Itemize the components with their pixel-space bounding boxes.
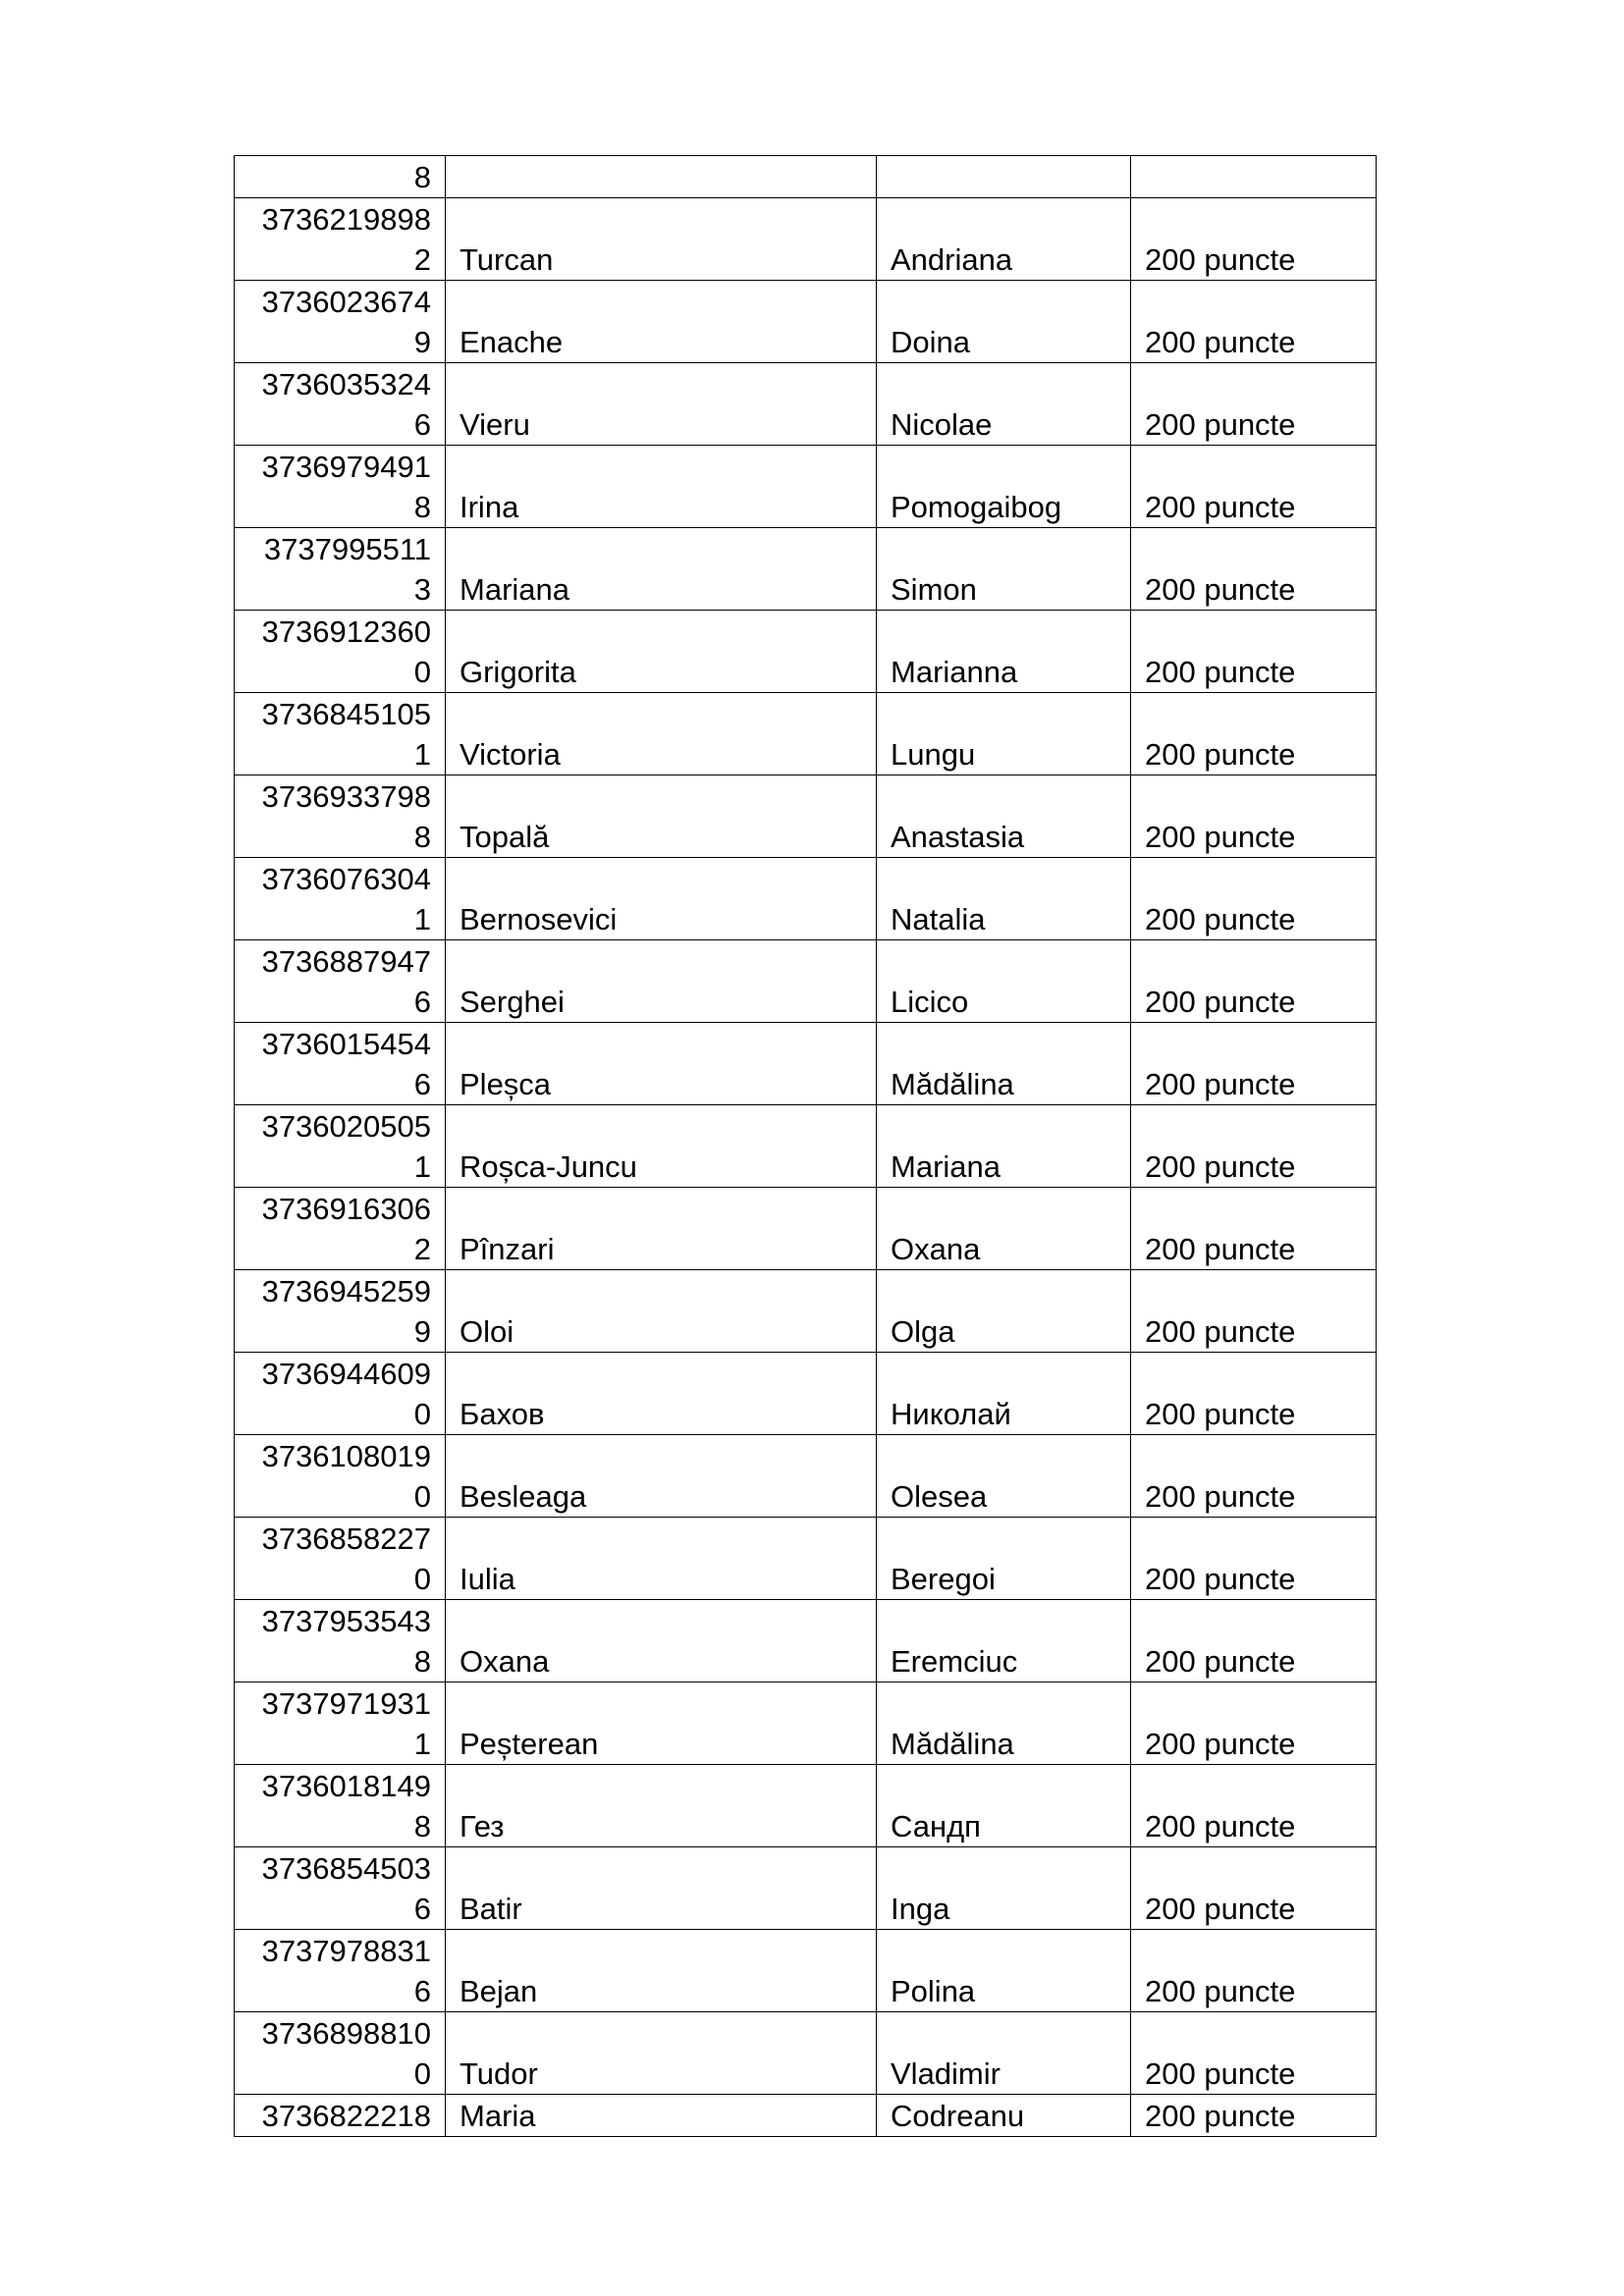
first-name-cell: Сандп xyxy=(877,1765,1131,1847)
points-cell: 200 puncte xyxy=(1131,1270,1377,1353)
winners-table xyxy=(234,155,1377,2137)
last-name-cell: Vieru xyxy=(446,363,877,446)
last-name-cell: Victoria xyxy=(446,693,877,775)
phone-cell xyxy=(235,1847,446,1930)
table-row xyxy=(235,611,1377,693)
phone-cell xyxy=(235,1682,446,1765)
phone-number-part: 3736015454 xyxy=(261,1027,431,1061)
phone-number-part: 3736020505 xyxy=(261,1109,431,1144)
phone-number-part: 3736979491 xyxy=(261,450,431,484)
phone-cell xyxy=(235,446,446,528)
points-cell: 200 puncte xyxy=(1131,1188,1377,1270)
last-name-cell: Гез xyxy=(446,1765,877,1847)
phone-number-part: 3737978831 xyxy=(261,1934,431,1968)
phone-number-part: 0 xyxy=(413,2056,431,2091)
points-cell: 200 puncte xyxy=(1131,1600,1377,1682)
last-name-cell: Batir xyxy=(446,1847,877,1930)
last-name-cell: Pînzari xyxy=(446,1188,877,1270)
table-row xyxy=(235,1600,1377,1682)
phone-number-part: 6 xyxy=(413,1892,431,1926)
phone-number-part: 8 xyxy=(413,1644,431,1679)
last-name-cell: Roșca-Juncu xyxy=(446,1105,877,1188)
points-cell: 200 puncte xyxy=(1131,281,1377,363)
phone-cell xyxy=(235,1435,446,1518)
points-cell: 200 puncte xyxy=(1131,1682,1377,1765)
table-row xyxy=(235,1930,1377,2012)
last-name-cell: Maria xyxy=(446,2095,877,2137)
first-name-cell: Eremciuc xyxy=(877,1600,1131,1682)
points-cell: 200 puncte xyxy=(1131,693,1377,775)
phone-number-part: 8 xyxy=(413,160,431,194)
phone-number-part: 3737995511 xyxy=(263,532,431,566)
last-name-cell: Bernosevici xyxy=(446,858,877,940)
last-name-cell: Bejan xyxy=(446,1930,877,2012)
phone-number-part: 1 xyxy=(413,737,431,772)
first-name-cell: Licico xyxy=(877,940,1131,1023)
points-cell: 200 puncte xyxy=(1131,858,1377,940)
first-name-cell: Pomogaibog xyxy=(877,446,1131,528)
points-cell: 200 puncte xyxy=(1131,1765,1377,1847)
phone-number-part: 2 xyxy=(413,1232,431,1266)
table-row xyxy=(235,940,1377,1023)
phone-number-part: 0 xyxy=(413,1479,431,1514)
table-row xyxy=(235,156,1377,198)
phone-cell xyxy=(235,1518,446,1600)
first-name-cell: Mădălina xyxy=(877,1023,1131,1105)
phone-cell xyxy=(235,1765,446,1847)
phone-number-part: 3736035324 xyxy=(261,367,431,401)
phone-number-part: 8 xyxy=(413,490,431,524)
table-row xyxy=(235,198,1377,281)
table-row xyxy=(235,858,1377,940)
phone-number-part: 8 xyxy=(413,1809,431,1843)
phone-number-part: 3736912360 xyxy=(261,614,431,649)
first-name-cell: Николай xyxy=(877,1353,1131,1435)
table-row xyxy=(235,693,1377,775)
points-cell: 200 puncte xyxy=(1131,611,1377,693)
points-cell xyxy=(1131,156,1377,198)
phone-number-part: 3736887947 xyxy=(261,944,431,979)
phone-number-part: 3737971931 xyxy=(261,1686,431,1721)
phone-number-part: 3736858227 xyxy=(261,1522,431,1556)
last-name-cell: Pleșca xyxy=(446,1023,877,1105)
winners-table-body xyxy=(235,156,1377,2137)
table-row xyxy=(235,1270,1377,1353)
phone-cell xyxy=(235,528,446,611)
first-name-cell: Nicolae xyxy=(877,363,1131,446)
table-row xyxy=(235,1023,1377,1105)
points-cell: 200 puncte xyxy=(1131,1105,1377,1188)
phone-number-part: 6 xyxy=(413,1067,431,1101)
phone-number-part: 3736822218 xyxy=(261,2099,431,2133)
phone-cell xyxy=(235,858,446,940)
phone-cell xyxy=(235,2095,446,2137)
first-name-cell: Oxana xyxy=(877,1188,1131,1270)
table-row xyxy=(235,2095,1377,2137)
table-row xyxy=(235,1682,1377,1765)
phone-number-part: 3736108019 xyxy=(261,1439,431,1473)
phone-number-part: 3737953543 xyxy=(261,1604,431,1638)
last-name-cell: Topală xyxy=(446,775,877,858)
points-cell: 200 puncte xyxy=(1131,363,1377,446)
phone-cell xyxy=(235,1188,446,1270)
phone-number-part: 3736076304 xyxy=(261,862,431,896)
phone-number-part: 8 xyxy=(413,820,431,854)
phone-number-part: 3736845105 xyxy=(261,697,431,731)
last-name-cell xyxy=(446,156,877,198)
phone-number-part: 1 xyxy=(413,902,431,936)
last-name-cell: Turcan xyxy=(446,198,877,281)
first-name-cell xyxy=(877,156,1131,198)
table-row xyxy=(235,1847,1377,1930)
phone-cell xyxy=(235,693,446,775)
points-cell: 200 puncte xyxy=(1131,1435,1377,1518)
last-name-cell: Iulia xyxy=(446,1518,877,1600)
phone-cell xyxy=(235,2012,446,2095)
phone-cell xyxy=(235,940,446,1023)
phone-number-part: 3736945259 xyxy=(261,1274,431,1308)
phone-number-part: 1 xyxy=(413,1149,431,1184)
last-name-cell: Oloi xyxy=(446,1270,877,1353)
points-cell: 200 puncte xyxy=(1131,198,1377,281)
first-name-cell: Inga xyxy=(877,1847,1131,1930)
points-cell: 200 puncte xyxy=(1131,1518,1377,1600)
table-row xyxy=(235,1105,1377,1188)
points-cell: 200 puncte xyxy=(1131,2012,1377,2095)
table-row xyxy=(235,1435,1377,1518)
first-name-cell: Simon xyxy=(877,528,1131,611)
table-row xyxy=(235,1765,1377,1847)
phone-cell xyxy=(235,198,446,281)
phone-cell xyxy=(235,281,446,363)
phone-number-part: 3 xyxy=(413,572,431,607)
first-name-cell: Doina xyxy=(877,281,1131,363)
first-name-cell: Polina xyxy=(877,1930,1131,2012)
phone-number-part: 6 xyxy=(413,1974,431,2008)
table-row xyxy=(235,775,1377,858)
last-name-cell: Oxana xyxy=(446,1600,877,1682)
last-name-cell: Grigorita xyxy=(446,611,877,693)
phone-number-part: 6 xyxy=(413,985,431,1019)
phone-cell xyxy=(235,1105,446,1188)
phone-number-part: 3736916306 xyxy=(261,1192,431,1226)
first-name-cell: Vladimir xyxy=(877,2012,1131,2095)
first-name-cell: Natalia xyxy=(877,858,1131,940)
last-name-cell: Enache xyxy=(446,281,877,363)
phone-cell xyxy=(235,1023,446,1105)
phone-cell xyxy=(235,363,446,446)
table-row xyxy=(235,1518,1377,1600)
last-name-cell: Peșterean xyxy=(446,1682,877,1765)
last-name-cell: Serghei xyxy=(446,940,877,1023)
phone-number-part: 3736018149 xyxy=(261,1769,431,1803)
points-cell: 200 puncte xyxy=(1131,446,1377,528)
points-cell: 200 puncte xyxy=(1131,940,1377,1023)
table-row xyxy=(235,1188,1377,1270)
last-name-cell: Mariana xyxy=(446,528,877,611)
first-name-cell: Marianna xyxy=(877,611,1131,693)
phone-number-part: 3736933798 xyxy=(261,779,431,814)
phone-number-part: 1 xyxy=(413,1727,431,1761)
phone-number-part: 3736898810 xyxy=(261,2016,431,2051)
phone-number-part: 9 xyxy=(413,325,431,359)
phone-cell xyxy=(235,1600,446,1682)
table-row xyxy=(235,2012,1377,2095)
table-row xyxy=(235,363,1377,446)
points-cell: 200 puncte xyxy=(1131,1847,1377,1930)
first-name-cell: Olga xyxy=(877,1270,1131,1353)
phone-number-part: 3736023674 xyxy=(261,285,431,319)
phone-cell xyxy=(235,156,446,198)
first-name-cell: Beregoi xyxy=(877,1518,1131,1600)
table-row xyxy=(235,446,1377,528)
phone-cell xyxy=(235,1353,446,1435)
last-name-cell: Бахов xyxy=(446,1353,877,1435)
table-row xyxy=(235,281,1377,363)
table-row xyxy=(235,528,1377,611)
phone-number-part: 0 xyxy=(413,655,431,689)
points-cell: 200 puncte xyxy=(1131,1930,1377,2012)
points-cell: 200 puncte xyxy=(1131,2095,1377,2137)
first-name-cell: Anastasia xyxy=(877,775,1131,858)
phone-number-part: 0 xyxy=(413,1562,431,1596)
table-row xyxy=(235,1353,1377,1435)
last-name-cell: Besleaga xyxy=(446,1435,877,1518)
first-name-cell: Olesea xyxy=(877,1435,1131,1518)
first-name-cell: Andriana xyxy=(877,198,1131,281)
first-name-cell: Lungu xyxy=(877,693,1131,775)
phone-number-part: 0 xyxy=(413,1397,431,1431)
phone-number-part: 2 xyxy=(413,242,431,277)
phone-number-part: 3736219898 xyxy=(261,202,431,237)
last-name-cell: Tudor xyxy=(446,2012,877,2095)
points-cell: 200 puncte xyxy=(1131,1023,1377,1105)
first-name-cell: Mădălina xyxy=(877,1682,1131,1765)
first-name-cell: Mariana xyxy=(877,1105,1131,1188)
phone-cell xyxy=(235,1270,446,1353)
last-name-cell: Irina xyxy=(446,446,877,528)
points-cell: 200 puncte xyxy=(1131,528,1377,611)
phone-number-part: 9 xyxy=(413,1314,431,1349)
phone-cell xyxy=(235,611,446,693)
phone-cell xyxy=(235,775,446,858)
phone-number-part: 6 xyxy=(413,407,431,442)
phone-number-part: 3736854503 xyxy=(261,1851,431,1886)
phone-number-part: 3736944609 xyxy=(261,1357,431,1391)
points-cell: 200 puncte xyxy=(1131,1353,1377,1435)
phone-cell xyxy=(235,1930,446,2012)
first-name-cell: Codreanu xyxy=(877,2095,1131,2137)
points-cell: 200 puncte xyxy=(1131,775,1377,858)
